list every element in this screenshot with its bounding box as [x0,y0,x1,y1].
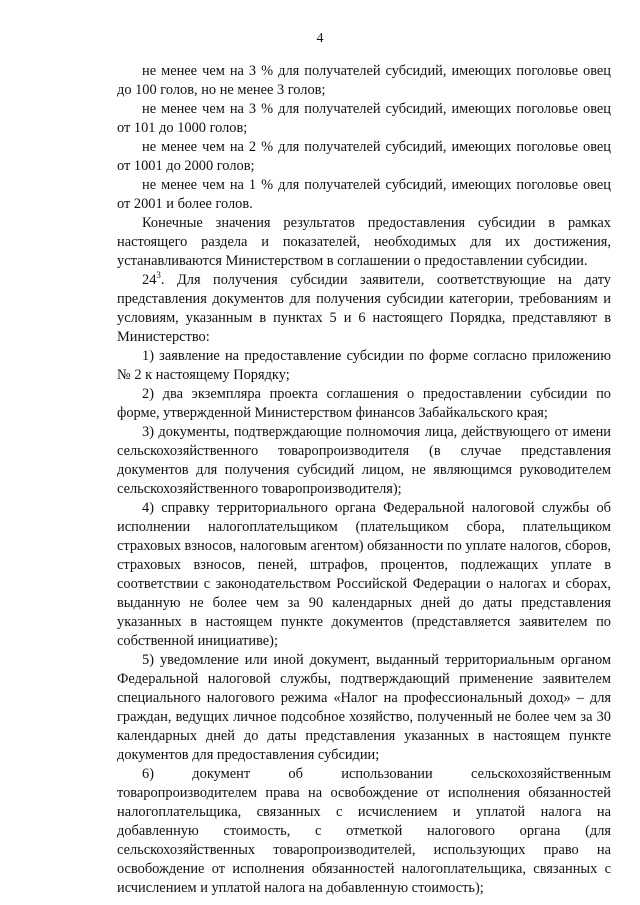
list-item-4: 4) справку территориального органа Федеральной налоговой службы об исполнении налогоплательщиком (плательщиком сбора, плательщиком страховых взносов, налоговым агентом) обязанности по уплате налогов, сборов, страховых взносов, пеней, штрафов, процентов, подлежащих уплате в соответствии с законодательством Российской Федерации о налогах и сборах, выданную не более чем за 90 календарных дней до даты представления указанных в настоящем пункте документов (представляется заявителем по собственной инициативе); [117,500,611,649]
clause-text: . Для получения субсидии заявители, соответствующие на дату представления документов для получения субсидии категории, требованиям и условиям, указанным в пунктах 5 и 6 настоящего Порядка, представляют в Министерство: [117,272,611,345]
clause-superscript: 3 [156,270,161,280]
list-item-3: 3) документы, подтверждающие полномочия лица, действующего от имени сельскохозяйственного товаропроизводителя (в случае представления документов для получения субсидий лицом, не являющимся руководителем сельскохозяйственного товаропроизводителя); [117,424,611,497]
paragraph-threshold-3: не менее чем на 2 % для получателей субсидий, имеющих поголовье овец от 1001 до 2000 голов; [117,139,611,174]
document-body [117,62,611,898]
list-item-2: 2) два экземпляра проекта соглашения о предоставлении субсидии по форме, утвержденной Министерством финансов Забайкальского края; [117,386,611,421]
list-item-6: 6) документ об использовании сельскохозяйственным товаропроизводителем права на освобождение от исполнения обязанностей налогоплательщика, связанных с исчислением и уплатой налога на добавленную стоимость, с отметкой налогового органа (для сельскохозяйственных товаропроизводителей, использующих право на освобождение от исполнения обязанностей налогоплательщика, связанных с исчислением и уплатой налога на добавленную стоимость); [117,766,611,896]
page-number: 4 [316,31,324,46]
list-item-1: 1) заявление на предоставление субсидии по форме согласно приложению № 2 к настоящему Порядку; [117,348,611,383]
paragraph-threshold-2: не менее чем на 3 % для получателей субсидий, имеющих поголовье овец от 101 до 1000 голов; [117,101,611,136]
paragraph-threshold-4: не менее чем на 1 % для получателей субсидий, имеющих поголовье овец от 2001 и более голов. [117,177,611,212]
paragraph-clause-24-3 [117,271,611,347]
paragraph-final-values: Конечные значения результатов предоставления субсидии в рамках настоящего раздела и показателей, необходимых для их достижения, устанавливаются Министерством в соглашении о предоставлении субсидии. [117,215,611,269]
paragraph-threshold-1: не менее чем на 3 % для получателей субсидий, имеющих поголовье овец до 100 голов, но не менее 3 голов; [117,63,611,98]
list-item-5: 5) уведомление или иной документ, выданный территориальным органом Федеральной налоговой службы, подтверждающий применение заявителем специального налогового режима «Налог на профессиональный доход» – для граждан, ведущих личное подсобное хозяйство, полученный не более чем за 30 календарных дней до даты представления указанных в настоящем пункте документов для предоставления субсидии; [117,652,611,763]
clause-number: 24 [142,272,157,288]
